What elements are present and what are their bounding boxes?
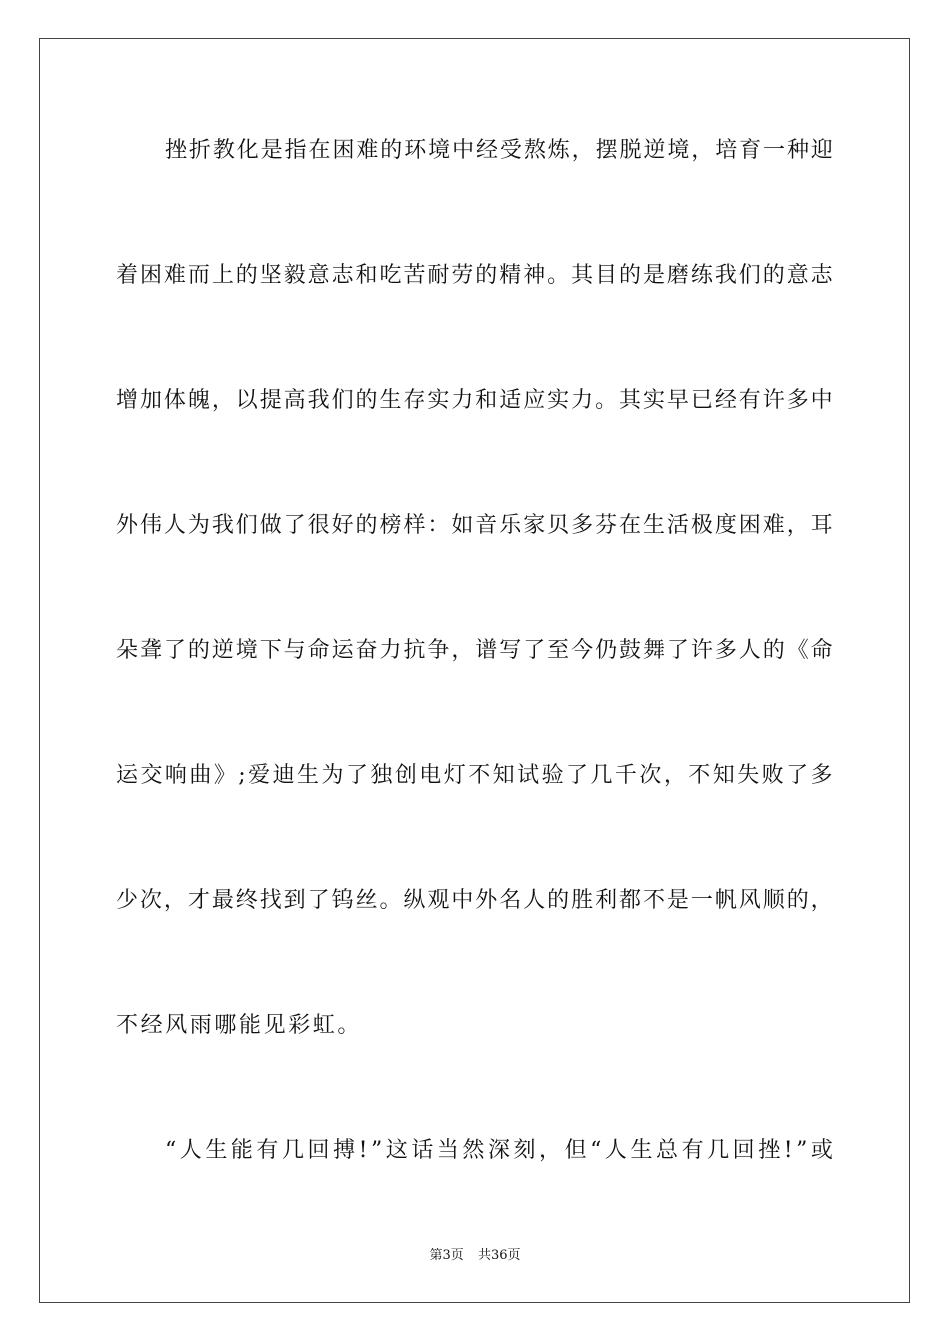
paragraph-line: 朵 聋 了 的 逆 境 下 与 命 运 奋 力 抗 争 ， 谱 写 了 至 今 仍 鼓 舞 了 许 多 人 的 《 命	[116, 638, 833, 663]
paragraph-line: 增 加 体 魄 ， 以 提 高 我 们 的 生 存 实 力 和 适 应 实 力 。 其 实 早 已 经 有 许 多 中	[116, 388, 833, 413]
page-border	[39, 38, 910, 1303]
paragraph-line: 外 伟 人 为 我 们 做 了 很 好 的 榜 样 ： 如 音 乐 家 贝 多 芬 在 生 活 极 度 困 难 ， 耳	[116, 513, 833, 538]
paragraph-line: 不经风雨哪能见彩虹。	[116, 1013, 363, 1038]
paragraph-line: “ 人 生 能 有 几 回 搏 ! ” 这 话 当 然 深 刻 ， 但 “ 人 生 总 有 几 回 挫 ! ” 或	[165, 1138, 833, 1163]
page-number: 第3页	[429, 1248, 464, 1263]
paragraph-line: 着 困 难 而 上 的 坚 毅 意 志 和 吃 苦 耐 劳 的 精 神 。 其 目 的 是 磨 练 我 们 的 意 志	[116, 263, 833, 288]
paragraph-line: 运 交 响 曲 》 ; 爱 迪 生 为 了 独 创 电 灯 不 知 试 验 了 几 千 次 ， 不 知 失 败 了 多	[116, 763, 833, 788]
paragraph-line: 挫 折 教 化 是 指 在 困 难 的 环 境 中 经 受 熬 炼 ， 摆 脱 逆 境 ， 培 育 一 种 迎	[165, 138, 833, 163]
page-total: 共36页	[477, 1248, 521, 1263]
page-footer	[0, 1246, 950, 1266]
paragraph-line: 少 次 ， 才 最 终 找 到 了 钨 丝 。 纵 观 中 外 名 人 的 胜 利 都 不 是 一 帆 风 顺 的 ，	[116, 888, 833, 913]
